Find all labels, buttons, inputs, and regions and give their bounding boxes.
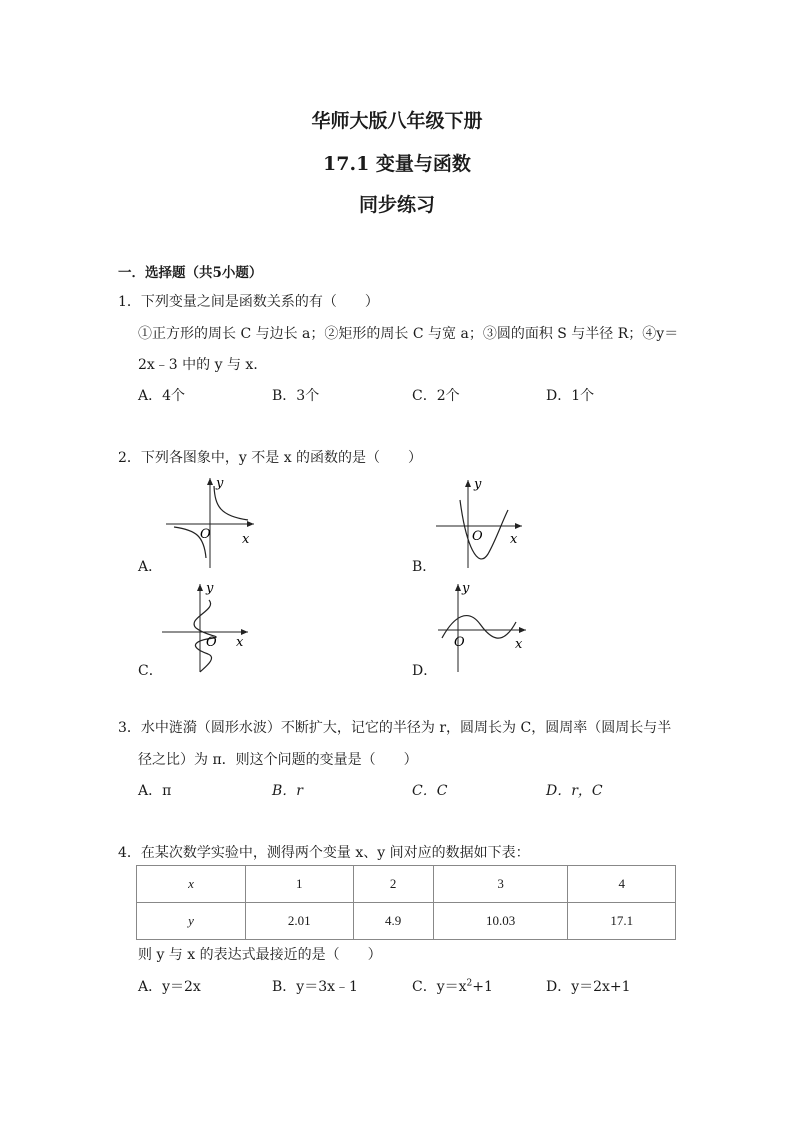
doc-subtitle-practice: 同步练习 <box>358 194 435 216</box>
q3-option-a: A．π <box>138 783 172 799</box>
q1-option-c: C．2个 <box>412 388 460 404</box>
q1-line3: 2x﹣3 中的 y 与 x． <box>138 357 268 373</box>
y-axis-arrow <box>207 478 213 485</box>
q3-option-d: D．r，C <box>546 783 603 799</box>
x-axis-arrow <box>519 627 526 633</box>
q4-option-b: B．y＝3x﹣1 <box>272 979 358 995</box>
curve-branch-1 <box>214 486 248 520</box>
q4-data-table <box>136 865 676 940</box>
y-label: y <box>216 476 224 491</box>
table-row-x <box>137 866 676 903</box>
doc-subtitle: 17.1 变量与函数 <box>323 153 471 175</box>
q4-stem: 4．在某次数学实验中，测得两个变量 x、y 间对应的数据如下表： <box>118 845 530 861</box>
q2-graph-b <box>430 474 530 574</box>
x-label: x <box>515 637 523 652</box>
q4-option-c-text: C．y＝x <box>412 979 467 995</box>
q1-option-d: D．1个 <box>546 388 595 404</box>
table-row-y <box>137 903 676 940</box>
q4-option-c-suffix: +1 <box>472 979 493 995</box>
q2-option-a: A． <box>138 559 163 575</box>
origin-label: O <box>454 635 465 650</box>
q2-option-c: C． <box>138 663 163 679</box>
q1-stem: 1．下列变量之间是函数关系的有（ ） <box>118 294 379 310</box>
table-cell: 4 <box>568 866 676 903</box>
q2-stem: 2．下列各图象中，y 不是 x 的函数的是（ ） <box>118 450 423 466</box>
q4-option-c-exponent: 2 <box>466 978 473 989</box>
table-cell: x <box>137 866 246 903</box>
q4-option-c <box>412 976 493 996</box>
section-heading: 一．选择题（共5小题） <box>118 265 263 281</box>
q4-option-a: A．y＝2x <box>138 979 201 995</box>
x-label: x <box>510 532 518 547</box>
origin-label: O <box>206 635 217 650</box>
y-label: y <box>462 581 470 596</box>
table-cell: 3 <box>433 866 568 903</box>
table-cell: 17.1 <box>568 903 676 940</box>
table-cell: 4.9 <box>353 903 433 940</box>
q2-graph-c <box>156 578 256 678</box>
q4-option-d: D．y＝2x+1 <box>546 979 631 995</box>
parabola-curve <box>460 500 508 559</box>
x-axis-arrow <box>515 523 522 529</box>
y-label: y <box>474 477 482 492</box>
q2-option-b: B． <box>412 559 437 575</box>
q2-graph-d <box>432 578 532 678</box>
q3-line1: 3．水中涟漪（圆形水波）不断扩大，记它的半径为 r，圆周长为 C，圆周率（圆周长与半 <box>118 720 672 736</box>
table-cell: 2 <box>353 866 433 903</box>
q2-option-d: D． <box>412 663 438 679</box>
table-cell: y <box>137 903 246 940</box>
q2-graph-a <box>160 472 260 572</box>
q1-line2: ①正方形的周长 C 与边长 a；②矩形的周长 C 与宽 a；③圆的面积 S 与半径 R；④y＝ <box>138 326 679 342</box>
table-cell: 10.03 <box>433 903 568 940</box>
q3-line2: 径之比）为 π．则这个问题的变量是（ ） <box>138 752 418 768</box>
q1-option-b: B．3个 <box>272 388 320 404</box>
x-label: x <box>236 635 244 650</box>
origin-label: O <box>200 527 211 542</box>
q4-question: 则 y 与 x 的表达式最接近的是（ ） <box>138 947 382 963</box>
doc-title: 华师大版八年级下册 <box>311 110 483 132</box>
y-axis-arrow <box>197 584 203 591</box>
origin-label: O <box>472 529 483 544</box>
table-cell: 2.01 <box>246 903 354 940</box>
x-label: x <box>242 532 250 547</box>
y-axis-arrow <box>455 584 461 591</box>
x-axis-arrow <box>247 521 254 527</box>
q3-option-c: C．C <box>412 783 448 799</box>
y-label: y <box>206 581 214 596</box>
y-axis-arrow <box>465 480 471 487</box>
q1-option-a: A．4个 <box>138 388 186 404</box>
q3-option-b: B．r <box>272 783 303 799</box>
table-cell: 1 <box>246 866 354 903</box>
